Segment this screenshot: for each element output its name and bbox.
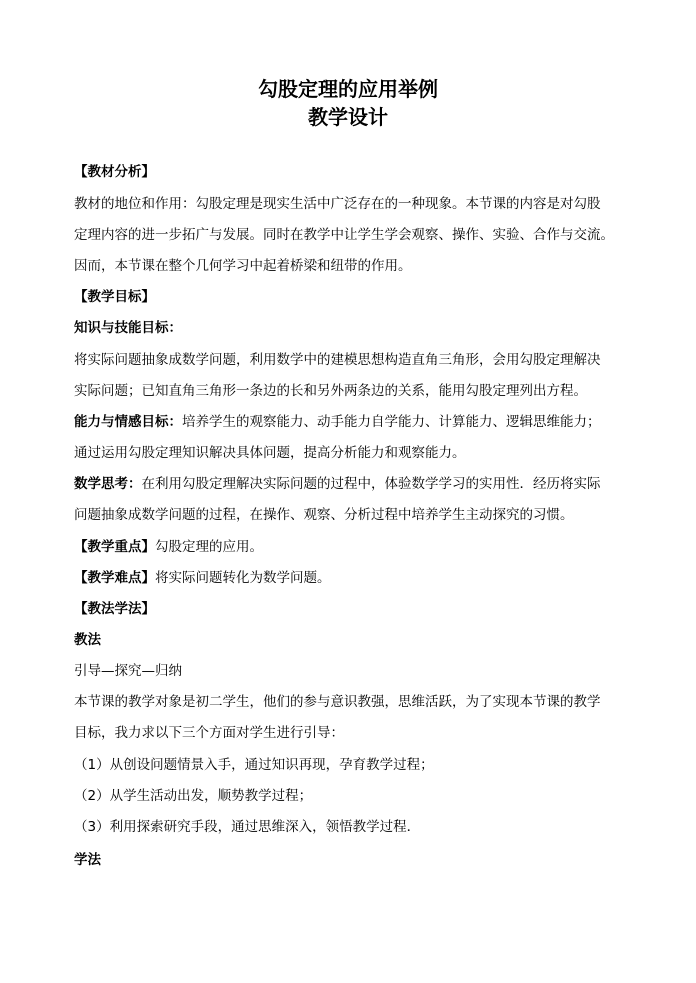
knowledge-goal-line: 实际问题；已知直角三角形一条边的长和另外两条边的关系，能用勾股定理列出方程。 [74,383,587,399]
ability-goal-line [74,412,634,432]
method-list-item: （3）利用探索研究手段，通过思维深入，领悟教学过程． [74,819,421,835]
knowledge-goal-line: 将实际问题抽象成数学问题，利用数学中的建模思想构造直角三角形，会用勾股定理解决 [74,352,601,368]
teaching-goals-heading: 【教学目标】 [74,289,155,305]
key-point-label: 【教学重点】 [74,539,155,555]
ability-goal-text: 培养学生的观察能力、动手能力自学能力、计算能力、逻辑思维能力； [182,414,601,430]
key-point-text: 勾股定理的应用。 [155,539,263,555]
difficult-point-label: 【教学难点】 [74,570,155,586]
textbook-analysis-heading: 【教材分析】 [74,164,155,180]
math-thinking-text: 在利用勾股定理解决实际问题的过程中，体验数学学习的实用性．经历将实际 [141,476,601,492]
methods-heading: 【教法学法】 [74,601,155,617]
key-point-line [74,537,634,557]
document-subtitle: 教学设计 [308,105,388,129]
difficult-point-text: 将实际问题转化为数学问题。 [155,570,331,586]
ability-goal-label: 能力与情感目标： [74,414,182,430]
math-thinking-line [74,474,634,494]
difficult-point-line [74,568,634,588]
method-list-item: （2）从学生活动出发，顺势教学过程； [74,788,313,804]
textbook-analysis-line: 因而，本节课在整个几何学习中起着桥梁和纽带的作用。 [74,258,412,274]
math-thinking-line-2: 问题抽象成数学问题的过程，在操作、观察、分析过程中培养学生主动探究的习惯。 [74,507,574,523]
methods-intro-line: 目标，我力求以下三个方面对学生进行引导： [74,725,344,741]
knowledge-goal-label: 知识与技能目标： [74,320,182,336]
math-thinking-label: 数学思考： [74,476,142,492]
textbook-analysis-line: 教材的地位和作用：勾股定理是现实生活中广泛存在的一种现象。本节课的内容是对勾股 [74,196,601,212]
document-title: 勾股定理的应用举例 [258,77,438,101]
learning-method-label: 学法 [74,852,101,868]
ability-goal-line-2: 通过运用勾股定理知识解决具体问题，提高分析能力和观察能力。 [74,445,466,461]
textbook-analysis-line: 定理内容的进一步拓广与发展。同时在教学中让学生学会观察、操作、实验、合作与交流。 [74,227,614,243]
methods-intro-line: 本节课的教学对象是初二学生，他们的参与意识教强，思维活跃，为了实现本节课的教学 [74,694,601,710]
method-list-item: （1）从创设问题情景入手，通过知识再现，孕育教学过程； [74,757,434,773]
teaching-method-label: 教法 [74,632,101,648]
teaching-approach: 引导—探究—归纳 [74,663,182,679]
